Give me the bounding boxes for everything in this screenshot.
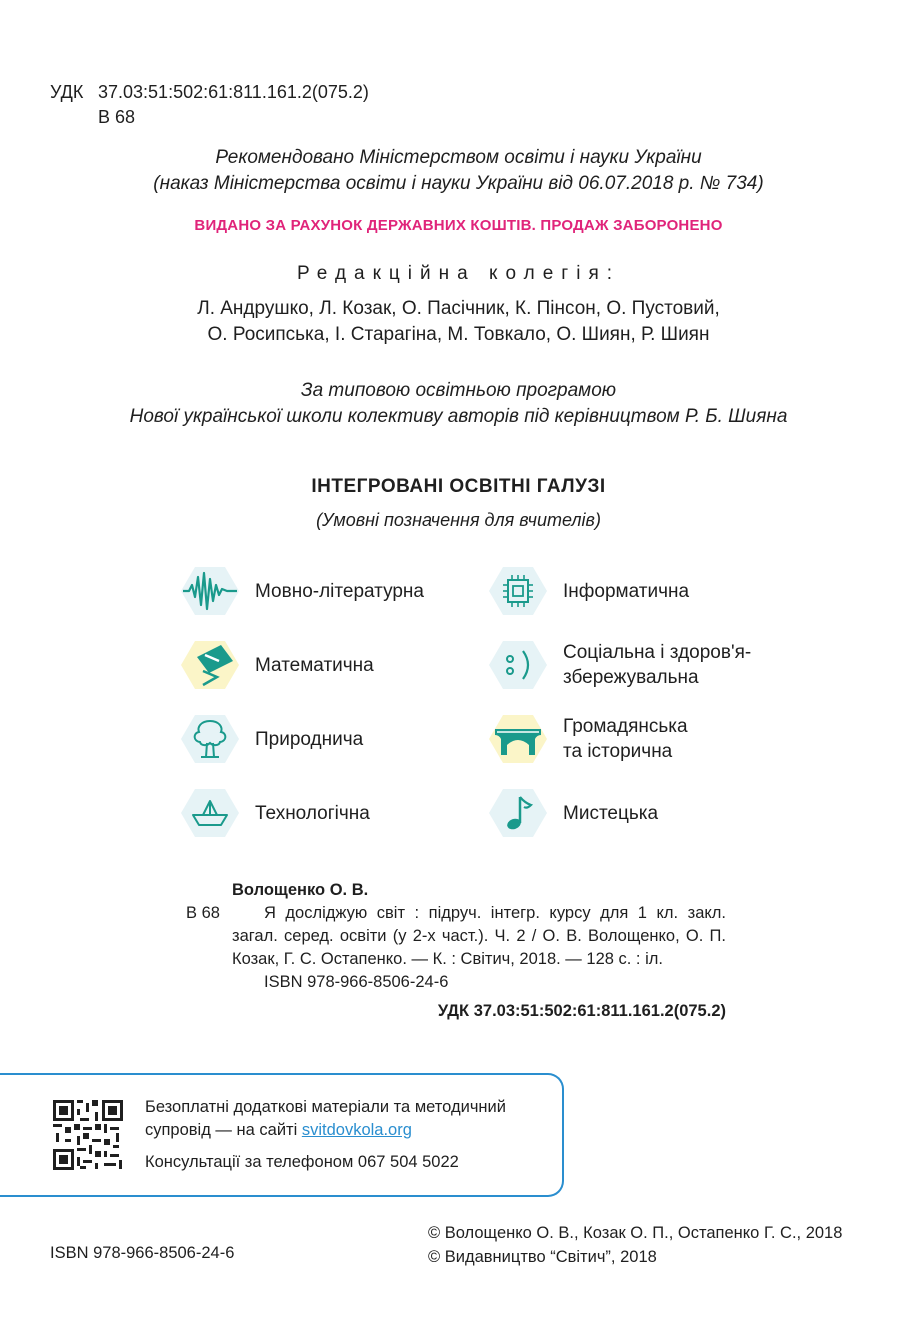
smile-icon bbox=[489, 639, 547, 691]
legend-label: Природнича bbox=[255, 728, 364, 750]
tree-icon bbox=[181, 713, 239, 765]
udk-header bbox=[50, 80, 369, 130]
board-line-2: О. Росипська, І. Старагіна, М. Товкало, О. Шиян, Р. Шиян bbox=[207, 324, 710, 345]
info-line-1: Безоплатні додаткові матеріали та методичний bbox=[145, 1098, 506, 1116]
sound-wave-icon bbox=[181, 565, 239, 617]
website-link[interactable]: svitdovkola.org bbox=[301, 1121, 412, 1139]
biblio-index: В 68 bbox=[186, 904, 220, 922]
legend-label: Інформатична bbox=[563, 580, 690, 602]
legend-item-social bbox=[489, 639, 751, 691]
biblio-isbn: ISBN 978-966-8506-24-6 bbox=[264, 973, 449, 991]
legend-label: Громадянська та історична bbox=[563, 716, 688, 762]
legend-label: Соціальна і здоров'я- збережувальна bbox=[563, 642, 752, 688]
program-line-2: Нової української школи колективу авторів під керівництвом Р. Б. Шияна bbox=[129, 406, 788, 427]
program-line-1: За типовою освітньою програмою bbox=[300, 380, 617, 401]
legend-item-technology bbox=[181, 787, 370, 839]
legend-item-language bbox=[181, 565, 424, 617]
biblio-author: Волощенко О. В. bbox=[232, 881, 369, 899]
legend-item-arts bbox=[489, 787, 658, 839]
chip-icon bbox=[489, 565, 547, 617]
paper-boat-icon bbox=[181, 787, 239, 839]
copyright-authors: © Волощенко О. В., Козак О. П., Остапенко Г. С., 2018 bbox=[428, 1224, 843, 1242]
qr-code-icon[interactable] bbox=[53, 1100, 123, 1170]
legend-label: Мистецька bbox=[563, 802, 659, 824]
legend-item-informatics bbox=[489, 565, 689, 617]
copyright-block bbox=[428, 1221, 842, 1269]
legend-item-civic bbox=[489, 713, 688, 765]
funding-notice: ВИДАНО ЗА РАХУНОК ДЕРЖАВНИХ КОШТІВ. ПРОДАЖ ЗАБОРОНЕНО bbox=[194, 217, 723, 234]
udk-code: 37.03:51:502:61:811.161.2(075.2) bbox=[98, 82, 369, 102]
recommendation bbox=[0, 145, 917, 197]
program-note bbox=[0, 378, 917, 430]
areas-subtitle: (Умовні позначення для вчителів) bbox=[316, 510, 601, 530]
udk-label: УДК bbox=[50, 82, 84, 102]
legend-label: Математична bbox=[255, 654, 374, 676]
editorial-board-title: Редакційна колегія: bbox=[296, 263, 621, 284]
legend-label: Мовно-літературна bbox=[255, 580, 424, 602]
bridge-icon bbox=[489, 713, 547, 765]
info-line-2 bbox=[145, 1119, 506, 1142]
board-line-1: Л. Андрушко, Л. Козак, О. Пасічник, К. Пінсон, О. Пустовий, bbox=[197, 298, 720, 319]
legend-item-nature bbox=[181, 713, 363, 765]
legend-item-math bbox=[181, 639, 374, 691]
info-text bbox=[145, 1096, 506, 1174]
editorial-board-names bbox=[0, 296, 917, 348]
index-code: В 68 bbox=[98, 107, 136, 127]
footer-isbn: ISBN 978-966-8506-24-6 bbox=[50, 1244, 235, 1262]
areas-title: ІНТЕГРОВАНІ ОСВІТНІ ГАЛУЗІ bbox=[311, 476, 606, 497]
recommendation-line-2: (наказ Міністерства освіти і науки України від 06.07.2018 р. № 734) bbox=[153, 173, 764, 194]
recommendation-line-1: Рекомендовано Міністерством освіти і науки України bbox=[215, 147, 702, 168]
biblio-text: Я досліджую світ : підруч. інтегр. курсу для 1 кл. закл. загал. серед. освіти (у 2-х част.). Ч. 2 / О. В. Волощенко, О. П. Козак, Г. С. Остапенко. — К. : Світич, 2018. — 128 с. : іл. bbox=[232, 904, 726, 968]
legend-label: Технологічна bbox=[255, 802, 370, 824]
copyright-publisher: © Видавництво “Світич”, 2018 bbox=[428, 1248, 657, 1266]
biblio-udk: УДК 37.03:51:502:61:811.161.2(075.2) bbox=[437, 1002, 726, 1020]
info-line-2-prefix: супровід — на сайті bbox=[145, 1121, 302, 1139]
bibliographic-record bbox=[186, 879, 726, 1023]
phone-info: Консультації за телефоном 067 504 5022 bbox=[145, 1153, 459, 1171]
music-note-icon bbox=[489, 787, 547, 839]
math-signs-icon bbox=[181, 639, 239, 691]
